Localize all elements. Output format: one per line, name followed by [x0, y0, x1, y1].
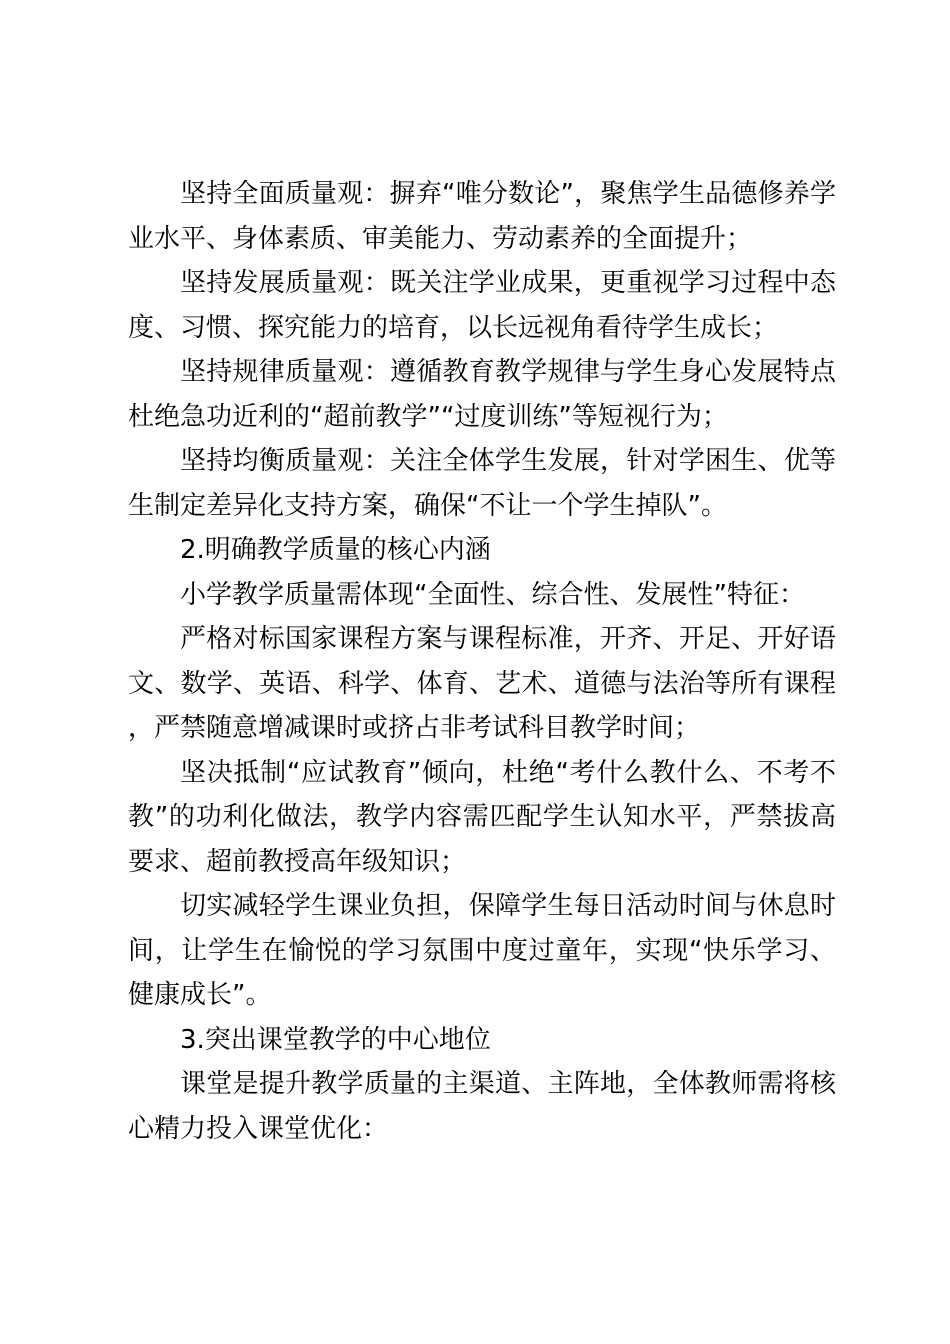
section-heading-3: 3.突出课堂教学的中心地位 [180, 1024, 491, 1055]
paragraph-core-connotation: 小学教学质量需体现“全面性、综合性、发展性”特征： [180, 579, 805, 610]
paragraph-classroom-focus: 课堂是提升教学质量的主渠道、主阵地，全体教师需将核心精力投入课堂优化： [128, 1069, 836, 1144]
paragraph-regularity-quality: 坚持规律质量观：遵循教育教学规律与学生身心发展特点杜绝急功近利的“超前教学”“过度训练”等短视行为； [128, 357, 836, 432]
paragraph-developmental-quality: 坚持发展质量观：既关注学业成果，更重视学习过程中态度、习惯、探究能力的培育，以长远视角看待学生成长； [128, 268, 836, 343]
paragraph-balanced-quality: 坚持均衡质量观：关注全体学生发展，针对学困生、优等生制定差异化支持方案，确保“不让一个学生掉队”。 [128, 446, 836, 521]
paragraph-curriculum-standards: 严格对标国家课程方案与课程标准，开齐、开足、开好语文、数学、英语、科学、体育、艺术、道德与法治等所有课程，严禁随意增减课时或挤占非考试科目教学时间； [128, 624, 836, 743]
section-heading-2: 2.明确教学质量的核心内涵 [180, 535, 491, 565]
paragraph-reduce-burden: 切实减轻学生课业负担，保障学生每日活动时间与休息时间，让学生在愉悦的学习氛围中度过童年，实现“快乐学习、健康成长”。 [128, 891, 836, 1010]
document-body [128, 172, 836, 1151]
paragraph-anti-exam-oriented: 坚决抵制“应试教育”倾向，杜绝“考什么教什么、不考不教”的功利化做法，教学内容需匹配学生认知水平，严禁拔高要求、超前教授高年级知识； [128, 757, 836, 877]
paragraph-comprehensive-quality: 坚持全面质量观：摒弃“唯分数论”，聚焦学生品德修养学业水平、身体素质、审美能力、劳动素养的全面提升； [128, 179, 836, 254]
